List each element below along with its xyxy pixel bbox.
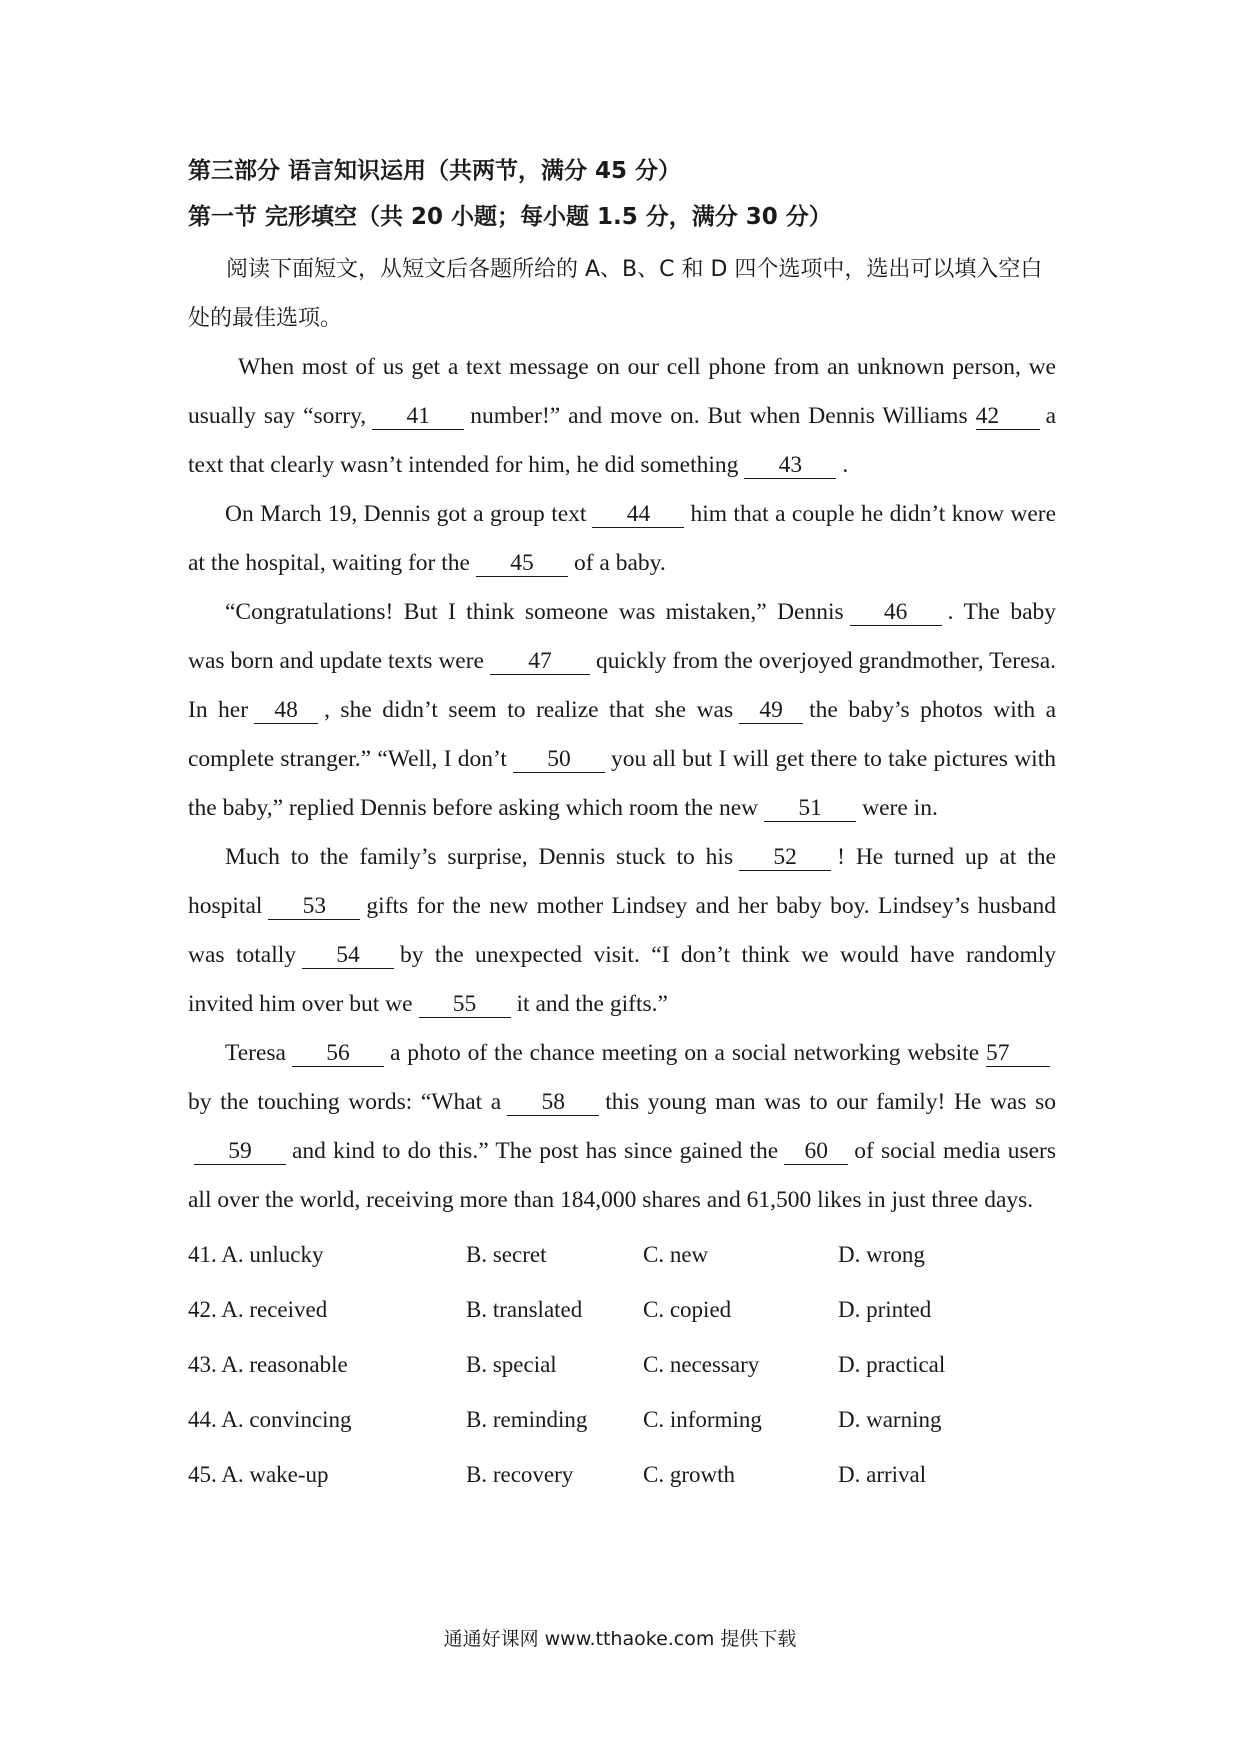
- blank-58: 58: [507, 1089, 599, 1116]
- blank-60: 60: [784, 1138, 848, 1165]
- text-segment: a text that clearly wasn’t intended for him, he did something: [188, 403, 1056, 478]
- blank-44: 44: [592, 501, 684, 528]
- option-d: D. wrong: [838, 1242, 925, 1267]
- blank-59: 59: [194, 1138, 286, 1165]
- text-segment: this young man was to our family! He was so: [605, 1089, 1057, 1115]
- text-segment: him that a couple he didn’t know were at the hospital, waiting for the: [188, 501, 1057, 576]
- text-segment: Teresa: [225, 1040, 286, 1066]
- text-segment: by the touching words: “What a: [188, 1089, 502, 1115]
- text-segment: were in.: [862, 795, 938, 821]
- blank-43: 43: [744, 452, 836, 479]
- blank-57: 57: [986, 1040, 1050, 1067]
- option-b: B. special: [466, 1352, 557, 1377]
- option-a: 43. A. reasonable: [188, 1352, 348, 1377]
- option-row-44: [188, 1392, 1056, 1447]
- option-d: D. arrival: [838, 1462, 927, 1487]
- text-segment: and kind to do this.” The post has since gained the: [292, 1138, 779, 1164]
- option-a: 45. A. wake-up: [188, 1462, 329, 1487]
- option-a: 41. A. unlucky: [188, 1242, 324, 1267]
- option-b: B. recovery: [466, 1462, 574, 1487]
- text-segment: “Congratulations! But I think someone was mistaken,” Dennis: [225, 599, 844, 625]
- option-a: 42. A. received: [188, 1297, 328, 1322]
- option-c: C. copied: [643, 1297, 732, 1322]
- text-segment: number!” and move on. But when Dennis Williams: [470, 403, 968, 429]
- instructions: 阅读下面短文，从短文后各题所给的 A、B、C 和 D 四个选项中，选出可以填入空白处的最佳选项。: [188, 257, 1043, 331]
- text-segment: When most of us get a text message on our cell phone from an unknown person, we usually say “sorry,: [188, 354, 1056, 429]
- blank-45: 45: [476, 550, 568, 577]
- paragraph-2: [188, 490, 1056, 588]
- option-b: B. reminding: [466, 1407, 588, 1432]
- paragraph-1: [188, 343, 1056, 490]
- text-segment: On March 19, Dennis got a group text: [225, 501, 587, 527]
- blank-49: 49: [739, 697, 803, 724]
- option-row-42: [188, 1282, 1056, 1337]
- option-c: C. new: [643, 1242, 709, 1267]
- option-a: 44. A. convincing: [188, 1407, 352, 1432]
- text-segment: .: [842, 452, 849, 478]
- text-segment: a photo of the chance meeting on a social networking website: [389, 1040, 980, 1066]
- option-b: B. translated: [466, 1297, 583, 1322]
- text-segment: of a baby.: [573, 550, 666, 576]
- text-segment: the baby’s photos with a complete stranger.” “Well, I don’t: [188, 697, 1056, 772]
- text-segment: by the unexpected visit. “I don’t think we would have randomly invited him over but we: [188, 942, 1057, 1017]
- text-segment: you all but I will get there to take pictures with the baby,” replied Dennis before asking which room the new: [188, 746, 1056, 821]
- paragraph-5: [188, 1029, 1056, 1225]
- option-c: C. informing: [643, 1407, 762, 1432]
- option-b: B. secret: [466, 1242, 547, 1267]
- blank-46: 46: [850, 599, 942, 626]
- answer-options: [188, 1227, 1056, 1502]
- blank-47: 47: [490, 648, 590, 675]
- blank-42: 42: [976, 403, 1040, 430]
- option-c: C. growth: [643, 1462, 735, 1487]
- option-row-45: [188, 1447, 1056, 1502]
- page-footer: 通通好课网 www.tthaoke.com 提供下载: [443, 1628, 797, 1650]
- blank-48: 48: [254, 697, 318, 724]
- blank-56: 56: [292, 1040, 384, 1067]
- option-d: D. practical: [838, 1352, 946, 1377]
- option-row-43: [188, 1337, 1056, 1392]
- text-segment: Much to the family’s surprise, Dennis stuck to his: [225, 844, 734, 870]
- blank-53: 53: [268, 893, 360, 920]
- blank-41: 41: [372, 403, 464, 430]
- part-heading: 第三部分 语言知识运用（共两节，满分 45 分）: [188, 158, 682, 184]
- text-segment: . The baby was born and update texts were: [188, 599, 1056, 674]
- blank-55: 55: [419, 991, 511, 1018]
- blank-50: 50: [513, 746, 605, 773]
- text-segment: of social media users all over the world, receiving more than 184,000 shares and 61,500 likes in just three days.: [188, 1138, 1056, 1213]
- option-c: C. necessary: [643, 1352, 760, 1377]
- option-row-41: [188, 1227, 1056, 1282]
- exam-page: [188, 155, 1056, 1502]
- text-segment: gifts for the new mother Lindsey and her baby boy. Lindsey’s husband was totally: [188, 893, 1056, 968]
- text-segment: it and the gifts.”: [516, 991, 668, 1017]
- blank-54: 54: [302, 942, 394, 969]
- blank-52: 52: [739, 844, 831, 871]
- text-segment: quickly from the overjoyed grandmother, Teresa. In her: [188, 648, 1057, 723]
- cloze-passage: [188, 343, 1056, 1225]
- paragraph-4: [188, 833, 1056, 1029]
- option-d: D. printed: [838, 1297, 932, 1322]
- paragraph-3: [188, 588, 1056, 833]
- option-d: D. warning: [838, 1407, 942, 1432]
- text-segment: ! He turned up at the hospital: [188, 844, 1056, 919]
- blank-51: 51: [764, 795, 856, 822]
- section-heading: 第一节 完形填空（共 20 小题；每小题 1.5 分，满分 30 分）: [188, 204, 832, 230]
- text-segment: , she didn’t seem to realize that she was: [324, 697, 734, 723]
